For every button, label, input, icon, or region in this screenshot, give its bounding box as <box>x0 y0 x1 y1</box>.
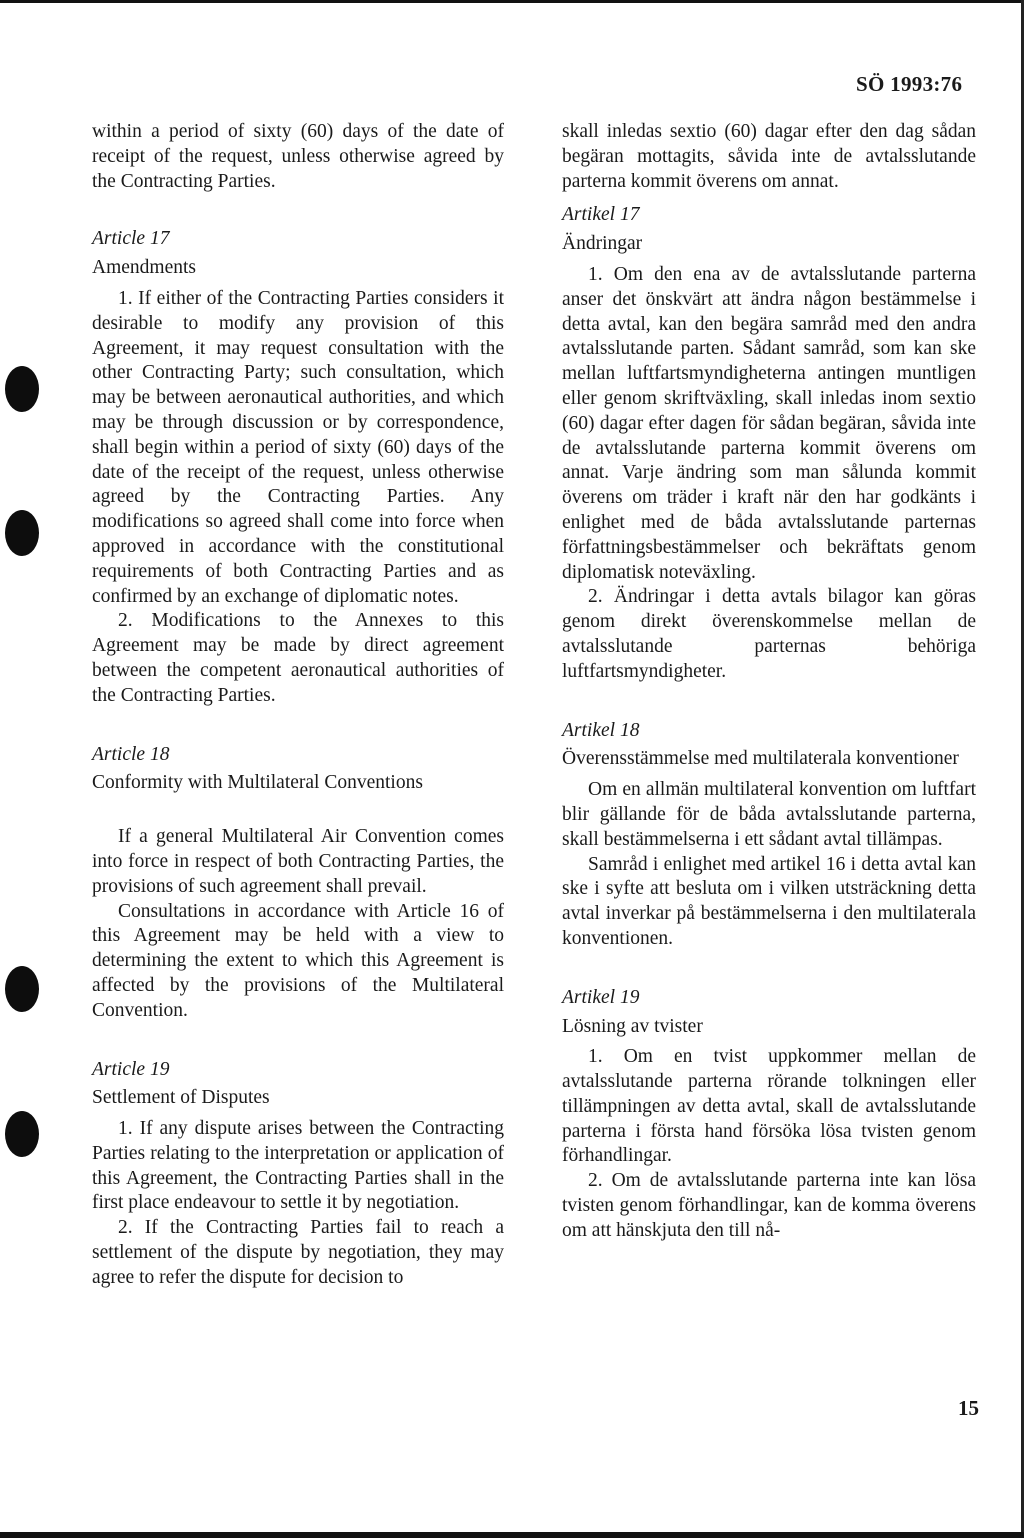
article-label: Article 17 <box>92 228 170 250</box>
english-column <box>92 120 504 1291</box>
article-heading: Settlement of Disputes <box>92 1087 270 1109</box>
article-heading: Lösning av tvister <box>562 1015 703 1037</box>
punch-hole <box>5 366 39 412</box>
scan-edge-bottom <box>0 1532 1024 1538</box>
paragraph: Samråd i enlighet med artikel 16 i detta avtal kan ske i syfte att besluta om i vilken utsträckning detta avtal inverkar på bestämmelserna i den multilaterala konventionen. <box>562 853 976 949</box>
scan-edge-top <box>0 0 1024 3</box>
paragraph: 1. Om den ena av de avtalsslutande parterna anser det önskvärt att ändra någon bestämmelse i detta avtal, kan den begära samråd med den andra avtalsslutande parten. Sådant samråd, som kan ske mellan luftfartsmyndigheterna antingen muntligen eller genom skriftväxling, skall inledas inom sextio (60) dagar efter dagen för sådan begäran, såvida inte de avtalsslutande parterna kommit överens om annat. Varje ändring som man sålunda kommit överens om träder i kraft när den har godkänts i enlighet med de båda avtalsslutande parternas författningsbestämmelser och bekräftats genom diplomatisk noteväxling. <box>562 263 976 583</box>
article-label: Artikel 19 <box>562 986 640 1008</box>
paragraph: 2. If the Contracting Parties fail to reach a settlement of the dispute by negotiation, they may agree to refer the dispute for decision to <box>92 1217 504 1288</box>
paragraph: 2. Om de avtalsslutande parterna inte kan lösa tvisten genom förhandlingar, kan de komma överens om att hänskjuta den till nå- <box>562 1170 976 1241</box>
article-heading: Överensstämmelse med multilaterala konventioner <box>562 748 959 770</box>
article-heading: Ändringar <box>562 233 643 255</box>
punch-hole <box>5 510 39 556</box>
paragraph: 1. If either of the Contracting Parties considers it desirable to modify any provision of this Agreement, it may request consultation with the other Contracting Party; such consultation, which may be between aeronautical authorities, and which may be through discussion or by correspondence, shall begin within a period of sixty (60) days of the date of the receipt of the request, unless otherwise agreed by the Contracting Parties. Any modifications so agreed shall come into force when approved in accordance with the constitutional requirements of both Contracting Parties and as confirmed by an exchange of diplomatic notes. <box>92 287 504 607</box>
article-label: Artikel 17 <box>562 204 640 226</box>
article-label: Article 19 <box>92 1058 170 1080</box>
paragraph: 2. Ändringar i detta avtals bilagor kan göras genom direkt överenskommelse mellan de avtalsslutande parternas behöriga luftfartsmyndigheter. <box>562 586 976 682</box>
article-heading: Amendments <box>92 257 196 279</box>
document-reference: SÖ 1993:76 <box>856 72 963 96</box>
paragraph: If a general Multilateral Air Convention comes into force in respect of both Contracting Parties, the provisions of such agreement shall prevail. <box>92 826 504 897</box>
punch-hole <box>5 966 39 1012</box>
article-label: Artikel 18 <box>562 719 640 741</box>
punch-hole <box>5 1111 39 1157</box>
paragraph: within a period of sixty (60) days of the date of receipt of the request, unless otherwise agreed by the Contracting Parties. <box>92 121 504 192</box>
swedish-column <box>562 120 976 1244</box>
paragraph: Om en allmän multilateral konvention om luftfart blir gällande för de båda avtalsslutande parterna, skall bestämmelserna i ett sådant avtal tillämpas. <box>562 779 976 850</box>
article-label: Article 18 <box>92 743 170 765</box>
paragraph: skall inledas sextio (60) dagar efter den dag sådan begäran mottagits, såvida inte de avtalsslutande parterna kommit överens om annat. <box>562 121 976 192</box>
paragraph: 1. If any dispute arises between the Contracting Parties relating to the interpretation or application of this Agreement, the Contracting Parties shall in the first place endeavour to settle it by negotiation. <box>92 1118 504 1214</box>
paragraph: 2. Modifications to the Annexes to this Agreement may be made by direct agreement between the competent aeronautical authorities of the Contracting Parties. <box>92 610 504 706</box>
article-heading: Conformity with Multilateral Conventions <box>92 772 423 794</box>
paragraph: Consultations in accordance with Article 16 of this Agreement may be held with a view to determining the extent to which this Agreement is affected by the provisions of the Multilateral Convention. <box>92 900 504 1021</box>
paragraph: 1. Om en tvist uppkommer mellan de avtalsslutande parterna rörande tolkningen eller tillämpningen av detta avtal, skall de avtalsslutande parterna i första hand försöka lösa tvisten genom förhandlingar. <box>562 1046 976 1167</box>
page-number: 15 <box>958 1396 979 1420</box>
